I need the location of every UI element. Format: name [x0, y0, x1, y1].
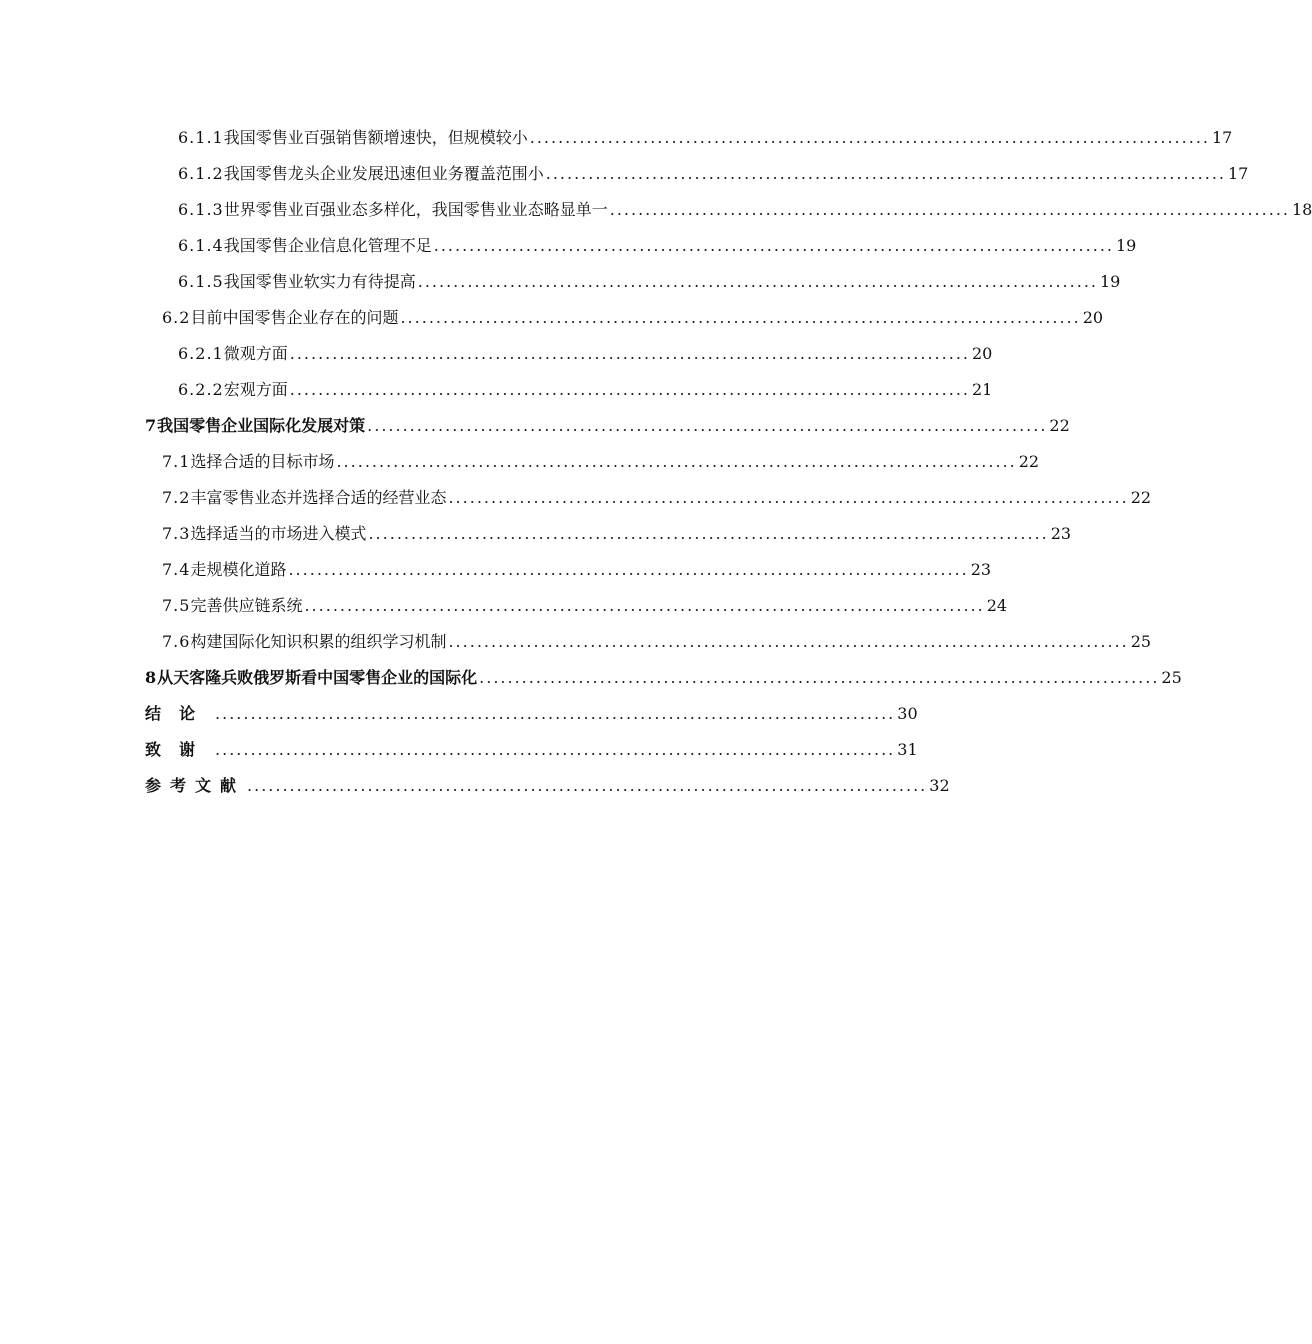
toc-entry-page: 30	[897, 704, 918, 723]
toc-entry-page: 23	[970, 560, 992, 579]
toc-entry-page: 20	[971, 344, 993, 363]
dot-leader: ................................................................................................	[289, 380, 970, 399]
toc-entry-number: 6.2	[162, 308, 191, 327]
toc-entry-title: 结论	[145, 704, 214, 723]
dot-leader: ................................................................................................	[433, 236, 1114, 255]
toc-entry-number: 7	[145, 416, 158, 435]
toc-entry[interactable]	[0, 732, 950, 768]
toc-entry[interactable]	[0, 516, 1072, 552]
toc-entry-title: 世界零售业百强业态多样化，我国零售业业态略显单一	[223, 200, 608, 219]
toc-entry-title: 我国零售业百强销售额增速快，但规模较小	[223, 128, 528, 147]
dot-leader: ................................................................................................	[400, 308, 1081, 327]
toc-entry-page: 31	[897, 740, 918, 759]
toc-entry-page: 19	[1099, 272, 1121, 291]
dot-leader: ................................................................................................	[368, 524, 1049, 543]
toc-entry[interactable]	[0, 408, 1070, 444]
toc-entry-title: 致谢	[145, 740, 214, 759]
toc-entry-number: 6.1.3	[178, 200, 224, 219]
toc-entry[interactable]	[0, 192, 1312, 228]
toc-entry[interactable]	[0, 372, 993, 408]
toc-entry-title: 我国零售企业国际化发展对策	[157, 416, 366, 435]
toc-entry-number: 6.2.1	[178, 344, 224, 363]
toc-entry-page: 17	[1211, 128, 1233, 147]
toc-entry[interactable]	[0, 480, 1152, 516]
toc-entry[interactable]	[0, 336, 993, 372]
toc-entry-page: 22	[1049, 416, 1070, 435]
toc-entry-number: 6.1.4	[178, 236, 224, 255]
toc-entry-page: 25	[1161, 668, 1182, 687]
toc-entry-title: 微观方面	[223, 344, 288, 363]
toc-entry-page: 20	[1082, 308, 1104, 327]
toc-entry-page: 32	[929, 776, 950, 795]
table-of-contents	[0, 120, 1312, 804]
toc-entry-page: 17	[1227, 164, 1249, 183]
dot-leader: ................................................................................................	[545, 164, 1226, 183]
toc-entry-number: 7.4	[162, 560, 191, 579]
toc-entry-title: 走规模化道路	[190, 560, 287, 579]
dot-leader: ................................................................................................	[215, 740, 896, 759]
toc-entry-number: 7.1	[162, 452, 191, 471]
dot-leader: ................................................................................................	[367, 416, 1048, 435]
toc-entry[interactable]	[0, 156, 1249, 192]
toc-entry[interactable]	[0, 660, 1182, 696]
toc-entry-title: 完善供应链系统	[190, 596, 303, 615]
toc-entry-number: 7.2	[162, 488, 191, 507]
toc-entry-number: 8	[145, 668, 158, 687]
toc-entry[interactable]	[0, 588, 1008, 624]
toc-entry-page: 22	[1130, 488, 1152, 507]
toc-entry-title: 我国零售业软实力有待提高	[223, 272, 416, 291]
dot-leader: ................................................................................................	[288, 560, 969, 579]
dot-leader: ................................................................................................	[304, 596, 985, 615]
toc-entry-number: 6.1.5	[178, 272, 224, 291]
dot-leader: ................................................................................................	[609, 200, 1290, 219]
toc-entry-title: 宏观方面	[223, 380, 288, 399]
dot-leader: ................................................................................................	[448, 488, 1129, 507]
toc-entry[interactable]	[0, 552, 992, 588]
toc-entry-title: 丰富零售业态并选择合适的经营业态	[190, 488, 447, 507]
toc-entry[interactable]	[0, 624, 1152, 660]
toc-entry[interactable]	[0, 444, 1040, 480]
toc-entry-page: 25	[1130, 632, 1152, 651]
toc-entry[interactable]	[0, 120, 1233, 156]
toc-entry-title: 目前中国零售企业存在的问题	[190, 308, 399, 327]
toc-entry-page: 23	[1050, 524, 1072, 543]
toc-entry-number: 6.1.1	[178, 128, 224, 147]
toc-entry-number: 7.3	[162, 524, 191, 543]
toc-entry-title: 我国零售企业信息化管理不足	[223, 236, 432, 255]
toc-entry-title: 选择合适的目标市场	[190, 452, 335, 471]
toc-entry-number: 7.6	[162, 632, 191, 651]
dot-leader: ................................................................................................	[417, 272, 1098, 291]
toc-entry-title: 选择适当的市场进入模式	[190, 524, 367, 543]
toc-entry[interactable]	[0, 696, 950, 732]
toc-entry-number: 6.2.2	[178, 380, 224, 399]
toc-entry-page: 19	[1115, 236, 1137, 255]
toc-entry[interactable]	[0, 264, 1121, 300]
toc-entry-number: 7.5	[162, 596, 191, 615]
toc-entry-title: 我国零售龙头企业发展迅速但业务覆盖范围小	[223, 164, 544, 183]
dot-leader: ................................................................................................	[529, 128, 1210, 147]
dot-leader: ................................................................................................	[479, 668, 1160, 687]
toc-entry-title: 参考文献	[145, 776, 246, 795]
toc-entry-title: 构建国际化知识积累的组织学习机制	[190, 632, 447, 651]
dot-leader: ................................................................................................	[289, 344, 970, 363]
dot-leader: ................................................................................................	[215, 704, 896, 723]
toc-entry-page: 22	[1018, 452, 1040, 471]
toc-entry[interactable]	[0, 768, 950, 804]
dot-leader: ................................................................................................	[247, 776, 928, 795]
dot-leader: ................................................................................................	[336, 452, 1017, 471]
toc-entry[interactable]	[0, 228, 1137, 264]
toc-entry-title: 从天客隆兵败俄罗斯看中国零售企业的国际化	[157, 668, 478, 687]
dot-leader: ................................................................................................	[448, 632, 1129, 651]
toc-entry[interactable]	[0, 300, 1104, 336]
toc-entry-page: 24	[986, 596, 1008, 615]
toc-entry-page: 21	[971, 380, 993, 399]
toc-entry-number: 6.1.2	[178, 164, 224, 183]
toc-entry-page: 18	[1291, 200, 1312, 219]
